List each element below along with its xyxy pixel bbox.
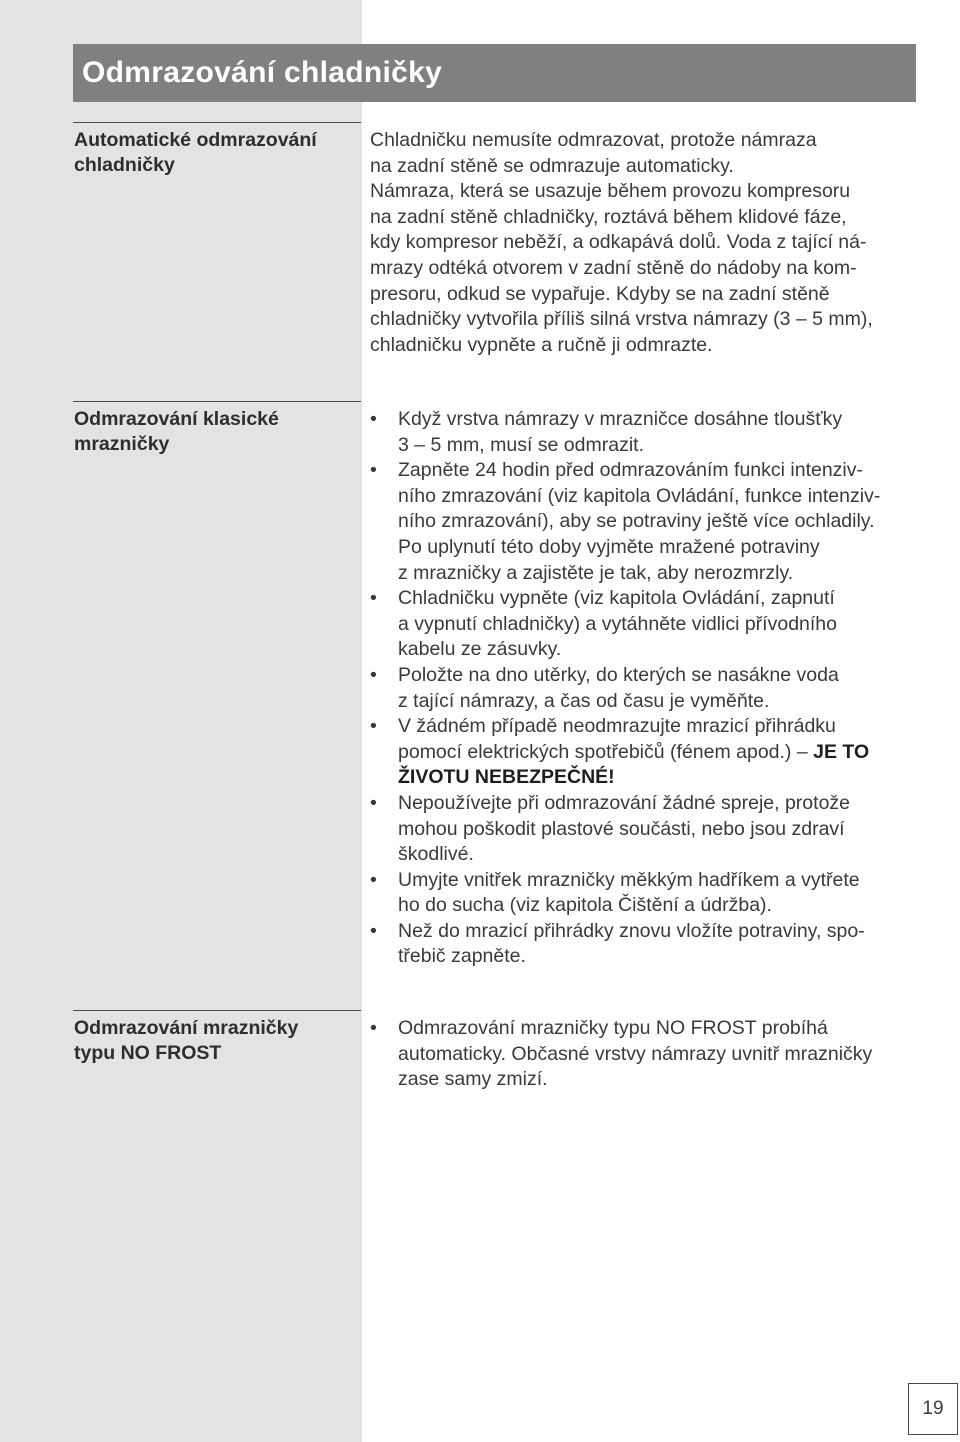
section-label: [74, 407, 354, 457]
item-line: • Umyjte vnitřek mrazničky měkkým hadříkem a vytřete: [398, 868, 860, 891]
item-line: a vypnutí chladničky) a vytáhněte vidlici přívodního: [398, 612, 837, 635]
item-line: • Chladničku vypněte (viz kapitola Ovládání, zapnutí: [398, 587, 835, 610]
list-item: [370, 1016, 915, 1093]
body-line: kdy kompresor neběží, a odkapává dolů. Voda z tající ná-: [370, 231, 867, 254]
list-item: [370, 407, 915, 458]
warning-text: JE TO: [813, 740, 870, 763]
item-line: ního zmrazování), aby se potraviny ještě více ochladily.: [398, 510, 875, 533]
instruction-list: [370, 1016, 915, 1093]
item-line: • Nepoužívejte při odmrazování žádné spreje, protože: [398, 791, 851, 814]
section-body: [370, 1016, 915, 1093]
section-body: [370, 407, 915, 970]
list-item: [370, 868, 915, 919]
warning-text: ŽIVOTU NEBEZPEČNÉ!: [398, 766, 615, 789]
sidebar-background: [0, 0, 362, 1442]
body-line: chladničky vytvořila příliš silná vrstva námrazy (3 – 5 mm),: [370, 308, 873, 331]
item-line: zase samy zmizí.: [398, 1068, 548, 1091]
item-line: ho do sucha (viz kapitola Čištění a údržba).: [398, 894, 772, 917]
section-divider: [73, 1010, 361, 1011]
page-title-bar: [73, 44, 916, 102]
page-title: Odmrazování chladničky: [82, 56, 443, 89]
list-item-warning: [370, 714, 915, 791]
item-line: z tající námrazy, a čas od času je vyměňte.: [398, 689, 770, 712]
label-line: Automatické odmrazování: [74, 129, 317, 151]
item-line: [398, 740, 915, 766]
body-line: na zadní stěně se odmrazuje automaticky.: [370, 154, 734, 177]
list-item: [370, 791, 915, 868]
body-line: na zadní stěně chladničky, roztává během klidové fáze,: [370, 205, 847, 228]
list-item: [370, 919, 915, 970]
section-label: [74, 1016, 354, 1066]
section-body: [370, 128, 915, 358]
label-line: typu NO FROST: [74, 1042, 222, 1064]
list-item: [370, 458, 915, 586]
label-line: chladničky: [74, 154, 175, 176]
item-line: • Když vrstva námrazy v mrazničce dosáhne tloušťky: [398, 408, 843, 430]
item-line: • Než do mrazicí přihrádky znovu vložíte potraviny, spo-: [398, 919, 865, 942]
label-line: Odmrazování mrazničky: [74, 1017, 299, 1039]
section-divider: [73, 122, 361, 123]
item-line: kabelu ze zásuvky.: [398, 638, 562, 661]
body-line: Námraza, která se usazuje během provozu kompresoru: [370, 180, 851, 203]
body-line: Chladničku nemusíte odmrazovat, protože námraza: [370, 129, 817, 151]
item-line: automaticky. Občasné vrstvy námrazy uvnitř mrazničky: [398, 1042, 873, 1065]
item-line: • V žádném případě neodmrazujte mrazicí přihrádku: [398, 715, 836, 738]
body-line: mrazy odtéká otvorem v zadní stěně do nádoby na kom-: [370, 256, 857, 279]
section-divider: [73, 401, 361, 402]
item-line: Po uplynutí této doby vyjměte mražené potraviny: [398, 535, 820, 558]
body-line: chladničku vypněte a ručně ji odmrazte.: [370, 333, 713, 356]
item-line: ního zmrazování (viz kapitola Ovládání, funkce intenziv-: [398, 484, 881, 507]
label-line: mrazničky: [74, 433, 170, 455]
list-item: [370, 586, 915, 663]
item-line: • Odmrazování mrazničky typu NO FROST probíhá: [398, 1017, 828, 1039]
item-line: • Zapněte 24 hodin před odmrazováním funkci intenziv-: [398, 459, 864, 482]
item-text: pomocí elektrických spotřebičů (fénem apod.) –: [398, 740, 814, 763]
item-line: 3 – 5 mm, musí se odmrazit.: [398, 433, 644, 456]
item-line: škodlivé.: [398, 843, 474, 866]
list-item: [370, 663, 915, 714]
item-line: mohou poškodit plastové součásti, nebo jsou zdraví: [398, 817, 845, 840]
item-line: z mrazničky a zajistěte je tak, aby nerozmrzly.: [398, 561, 794, 584]
instruction-list: [370, 407, 915, 970]
item-line: • Položte na dno utěrky, do kterých se nasákne voda: [398, 663, 839, 686]
body-line: presoru, odkud se vypařuje. Kdyby se na zadní stěně: [370, 282, 830, 305]
page-number: 19: [908, 1383, 958, 1435]
item-line: třebič zapněte.: [398, 945, 526, 968]
section-label: [74, 128, 354, 178]
label-line: Odmrazování klasické: [74, 408, 279, 430]
